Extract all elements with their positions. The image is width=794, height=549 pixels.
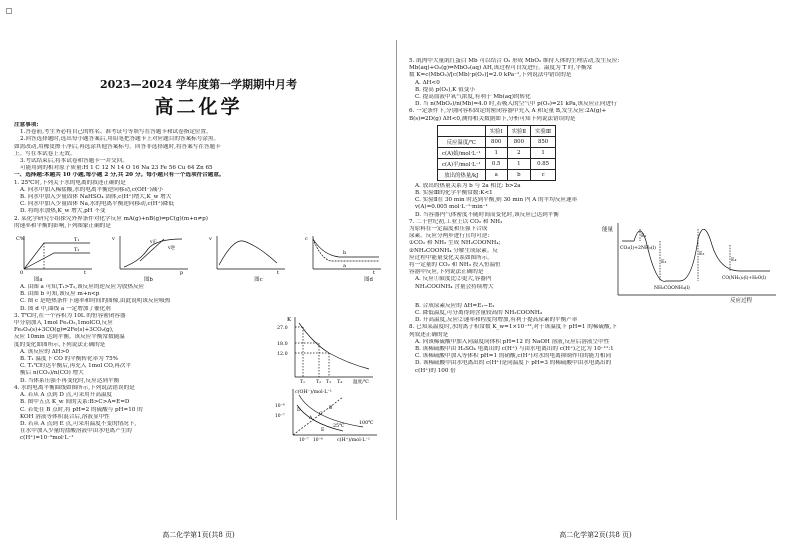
q7-line: 将一定量的 CO₂ 和 NH₃ 投入恒温恒 bbox=[409, 262, 501, 269]
table-header-cell: 实验Ⅱ bbox=[507, 125, 530, 136]
svg-text:v逆: v逆 bbox=[168, 246, 176, 252]
note-line: 如需改动,用橡皮擦干净后,再选涂其他答案标号。回答非选择题时,将答案写在答题卡 bbox=[14, 143, 221, 150]
q7-line: ①CO₂ 和 NH₃ 生成 NH₂COONH₄; bbox=[409, 240, 501, 247]
q6-option-b: B. 实验Ⅲ的化学平衡常数:K<1 bbox=[415, 190, 493, 197]
q3-line: 度的变化如图所示,下列说法正确的是 bbox=[14, 341, 106, 348]
q4-option-d-cont: 在水中加入少量的盐酸溶液中由水电离产生的 bbox=[20, 428, 132, 435]
svg-text:a: a bbox=[342, 263, 346, 270]
q4-tick: 10⁻⁶ bbox=[275, 403, 285, 409]
svg-text:C%: C% bbox=[16, 236, 25, 243]
q2-graph-b bbox=[110, 233, 190, 275]
q3-line: 中分别加入 1mol Fe₂O₃,1molCO,反应 bbox=[14, 320, 113, 327]
table-cell: 850 bbox=[531, 136, 556, 147]
caption-c: 图c bbox=[254, 277, 263, 284]
svg-text:t: t bbox=[276, 270, 279, 276]
q4-point: C bbox=[319, 411, 323, 417]
q3-option-a: A. 该反应的 ΔH>0 bbox=[20, 348, 69, 355]
atomic-masses: 可能用到的相对原子质量:H 1 C 12 N 14 O 16 Na 23 Fe 56 Cu 64 Zn 65 bbox=[20, 165, 213, 172]
q7-line: 尿素。反应分两步进行且均可逆: bbox=[409, 233, 490, 240]
q3-option-c: C. T₁℃时达平衡后,再充入 1mol CO,再次平 bbox=[20, 363, 132, 370]
q4-tick: 10⁻⁷ bbox=[299, 437, 309, 443]
q5-option-c: C. 提高血液中氧气浓度,有利于 Mb(aq)的转化 bbox=[415, 94, 531, 101]
table-cell: 1 bbox=[485, 147, 507, 158]
q7-species-label: CO₂(l)+2NH₃(l) bbox=[620, 245, 656, 251]
q2-option-d: D. 图 d 中,曲线 a 一定增加了催化剂 bbox=[20, 305, 111, 312]
q4-option-a: A. 若从 A 点到 D 点,可采用升高温度 bbox=[20, 392, 113, 399]
q2-graph-c bbox=[207, 233, 287, 275]
q1-option-b: B. 向水中加入少量固体 NaHSO₄ 固体,c(H⁺)增大,K_w 增大 bbox=[20, 194, 172, 201]
q4-option-d: D. 若从 A 点到 E 点,可采用温度不变的情况下, bbox=[20, 420, 137, 427]
q5-stem-cont: Mb(aq)+O₂(g)⇌MbO₂(aq) ΔH,该过程可自发进行。温度为 T 时,平衡常 bbox=[409, 65, 593, 72]
caption-b: 图b bbox=[144, 277, 153, 284]
q4-option-c-cont: KOH 溶液等体积混合后,溶液显中性 bbox=[20, 413, 110, 420]
table-row bbox=[438, 158, 556, 169]
table-row bbox=[438, 147, 556, 158]
q3-option-b: B. T₁ 温度下 CO 的平衡转化率为 75% bbox=[20, 356, 118, 363]
q6-stem-cont: B(s)⇌2D(g) ΔH<0,测得相关数据如下,分析可知下列说法错误的是 bbox=[409, 115, 576, 122]
table-cell: 800 bbox=[507, 136, 530, 147]
q6-data-table bbox=[437, 125, 556, 181]
svg-text:t: t bbox=[372, 270, 375, 276]
svg-text:v: v bbox=[208, 236, 212, 243]
q5-stem: 5. 肌肉中大量肌红蛋白 Mb 可以结合 O₂ 形成 MbO₂ 维持人体的生理活动,发生反应: bbox=[409, 58, 620, 64]
note-line: 上。写在本试卷上无效。 bbox=[14, 150, 76, 157]
svg-text:p: p bbox=[180, 270, 184, 276]
q3-block bbox=[14, 313, 383, 385]
q4-curve-label: 100℃ bbox=[359, 420, 374, 426]
q5-stem-cont: 数 K=c(MbO₂)/[c(Mb)·p(O₂)]=2.0 kPa⁻¹,下列说法中错误的是 bbox=[409, 72, 572, 79]
q7-block bbox=[409, 219, 780, 303]
q7-energy-label: E₄ bbox=[731, 257, 737, 263]
page-footer-1: 高二化学第1页(共8 页) bbox=[162, 531, 235, 539]
q7-species-label: CO(NH₂)₂(l)+H₂O(l) bbox=[722, 275, 767, 281]
q1-option-c: C. 向水中加入少量固体 Na,水的电离平衡逆向移动,c(H⁺)降低 bbox=[20, 201, 174, 208]
q3-ytick: 27.0 bbox=[277, 325, 288, 331]
q6-option-c: C. 实验Ⅱ在 30 min 时达到平衡,则 30 min 内 A 的平均反应速率 bbox=[415, 197, 578, 204]
table-cell: 0.5 bbox=[485, 158, 507, 169]
q7-option-b: B. 合成尿素反应的 ΔH=E₁−E₂ bbox=[415, 302, 495, 309]
q2-stem-cont: 的速率和平衡的影响,下列图象正确的是 bbox=[14, 222, 111, 229]
section-heading: 一、选择题:本题共 10 小题,每小题 2 分,共 20 分。每小题只有一个选项符合题意。 bbox=[14, 172, 225, 179]
q3-option-c-cont: 衡后 n(CO₂)/n(CO) 增大 bbox=[20, 370, 84, 377]
q3-line: 反应 10min 达到平衡。该反应平衡常数随温 bbox=[14, 334, 125, 341]
table-cell: a bbox=[485, 169, 507, 180]
q8-stem: 8. 已知某温度时,水的离子积常数 K_w=1×10⁻¹²,对于该温度下 pH=1 的稀硫酸,下 bbox=[409, 324, 617, 331]
table-header-cell: 实验Ⅰ bbox=[485, 125, 507, 136]
q7-option-d: D. 升高温度,反应②速率和程度均增加,有利于提高尿素的平衡产率 bbox=[415, 317, 578, 324]
q2-stem: 2. 某化学研究小组探究外界条件对化学反应 mA(g)+nB(g)⇌pC(g)(m+n≠p) bbox=[14, 215, 208, 222]
svg-text:T₂: T₂ bbox=[74, 247, 80, 254]
table-header-cell bbox=[438, 125, 486, 136]
q3-ylabel: K bbox=[287, 316, 292, 323]
page-2 bbox=[397, 0, 794, 549]
table-header-row bbox=[438, 125, 556, 136]
q1-option-a: A. 向水中加入稀盐酸,水的电离平衡逆向移动,c(OH⁻)减小 bbox=[20, 186, 163, 193]
table-row bbox=[438, 136, 556, 147]
q2-option-a: A. 由图 a 可知,T₁>T₂,该反应的逆反应为放热反应 bbox=[20, 284, 145, 291]
q4-curve-label: 25℃ bbox=[333, 423, 345, 429]
q7-option-a: A. 反应①限度比②更大,容器内 bbox=[415, 276, 492, 283]
table-cell: 0.85 bbox=[531, 158, 556, 169]
q3-k-temperature-graph bbox=[273, 313, 383, 385]
q4-point: B bbox=[329, 405, 333, 411]
q3-xlabel: 温度/℃ bbox=[353, 379, 369, 385]
q5-option-a: A. ΔH<0 bbox=[415, 79, 440, 86]
q8-option-a: A. 向该稀硫酸中加入同温度同体积 pH=12 的 NaOH 溶液,反应后溶液呈中性 bbox=[415, 338, 610, 345]
q4-xlabel: c(H⁺)/mol·L⁻¹ bbox=[337, 437, 370, 443]
q4-block bbox=[14, 385, 383, 443]
q3-xtick: T₃ bbox=[326, 379, 331, 385]
q6-stem: 6. 一定条件下,分别向容积固定的密闭容器中充入 A 和足量 B,发生反应:2A(g)+ bbox=[409, 108, 607, 115]
page-footer-2: 高二化学第2页(共8 页) bbox=[559, 531, 632, 539]
q4-option-c: C. 若处在 B 点时,将 pH=2 的硫酸与 pH=10 的 bbox=[20, 406, 143, 413]
q7-energy-label: E₁ bbox=[641, 233, 647, 239]
q4-point: A bbox=[309, 415, 313, 421]
svg-text:b: b bbox=[342, 250, 347, 257]
table-cell: c(A)平/mol·L⁻¹ bbox=[438, 158, 486, 169]
q2-figures bbox=[14, 233, 383, 275]
q7-xlabel: 反应过程 bbox=[730, 297, 753, 303]
note-line: 1.答卷前,考生务必将自己的姓名、准考证号等填写在答题卡和试卷指定位置。 bbox=[20, 129, 212, 136]
q3-line: 3. T℃时,在一个容积为 10L 的恒容密闭容器 bbox=[14, 312, 126, 319]
q2-option-b: B. 由图 b 可知,该反应 m+n<p bbox=[20, 291, 100, 298]
q4-option-b: B. 图中五点 K_w 间的关系:B>C>A=E=D bbox=[20, 399, 130, 406]
q8-option-b: B. 该稀硫酸中由 H₂SO₄ 电离出的 c(H⁺) 与由水电离出的 c(H⁺)之比为 10⁻¹¹:1 bbox=[415, 346, 614, 353]
q4-stem: 4. 水的电离平衡曲线如图所示,下列说法错误的是 bbox=[14, 384, 135, 391]
q1-option-d: D. 将纯水加热,K_w 增大,pH 不变 bbox=[20, 208, 106, 215]
q7-species-label: NH₂COONH₄(l) bbox=[654, 285, 690, 291]
q5-option-b: B. 提高 p(O₂),K 值变小 bbox=[415, 86, 475, 93]
table-cell: c(A)始/mol·L⁻¹ bbox=[438, 147, 486, 158]
q2-graph-d bbox=[303, 233, 383, 275]
table-cell: 2 bbox=[507, 147, 530, 158]
q2-captions bbox=[14, 277, 383, 284]
q4-point: E bbox=[321, 427, 325, 433]
q7-line: 7. 二十世纪初,工业上以 CO₂ 和 NH₃ bbox=[409, 218, 503, 225]
exam-title: 2023—2024 学年度第一学期期中月考 bbox=[99, 78, 298, 91]
q7-energy-diagram bbox=[600, 219, 780, 303]
svg-text:T₁: T₁ bbox=[74, 237, 80, 244]
q7-energy-label: E₃ bbox=[699, 251, 705, 257]
svg-text:c: c bbox=[304, 236, 308, 243]
svg-text:v正: v正 bbox=[150, 240, 158, 246]
notes-heading: 注意事项: bbox=[14, 122, 39, 128]
q3-option-d: D. 当体系压强不再变化时,反应达到平衡 bbox=[20, 377, 120, 384]
table-header-cell: 实验Ⅲ bbox=[531, 125, 556, 136]
table-cell: b bbox=[507, 169, 530, 180]
svg-text:t: t bbox=[84, 270, 87, 276]
table-cell: 放出的热量/kJ bbox=[438, 169, 486, 180]
table-cell: 反应温度/℃ bbox=[438, 136, 486, 147]
q6-option-c-cont: v(A)=0.005 mol·L⁻¹·min⁻¹ bbox=[415, 204, 488, 211]
q8-stem-cont: 列叙述正确的是 bbox=[409, 331, 449, 338]
q7-line: 应过程中能量变化关系如图所示。 bbox=[409, 254, 493, 261]
q6-option-a: A. 放出的热量关系为 b 与 2a 相比: b>2a bbox=[415, 182, 521, 189]
svg-text:0: 0 bbox=[20, 270, 24, 276]
q2-graph-a bbox=[14, 233, 94, 275]
q3-line: Fe₂O₃(s)+3CO(g)⇌2Fe(s)+3CO₂(g), bbox=[14, 327, 114, 334]
q7-energy-label: E₂ bbox=[661, 259, 667, 265]
q4-tick: 10⁻⁶ bbox=[313, 437, 323, 443]
q3-ytick: 18.0 bbox=[277, 341, 288, 347]
q4-point: D bbox=[297, 407, 301, 413]
q1-stem: 1. 25℃时,下列关于水的电离的叙述正确的是 bbox=[14, 179, 126, 186]
caption-d: 图d bbox=[364, 277, 373, 284]
svg-text:v: v bbox=[112, 236, 116, 243]
q7-option-c: C. 降低温度,可分离得到含量较高的 NH₂COONH₄ bbox=[415, 310, 542, 317]
q7-line: ②NH₂COONH₄ 分解生成尿素。反 bbox=[409, 247, 499, 254]
exam-subject: 高二化学 bbox=[154, 96, 243, 118]
q3-xtick: T₂ bbox=[316, 379, 321, 385]
q3-ytick: 12.0 bbox=[277, 351, 288, 357]
q8-option-d: D. 该稀硫酸中由水电离出的 c(H⁺)是同温度下 pH=3 的稀硫酸中由水电离出的 bbox=[415, 360, 612, 367]
q2-option-c: C. 图 c 是绝热条件下速率和时间的图像,由此说明该反应吸热 bbox=[20, 298, 171, 305]
table-row bbox=[438, 169, 556, 180]
caption-a: 图a bbox=[34, 277, 43, 284]
q5-option-d: D. 当 n(MbO₂)/n(Mb)=4.0 时,若吸入的空气中 p(O₂)=21 kPa,该反应正向进行 bbox=[415, 101, 617, 108]
q3-xtick: T₄ bbox=[337, 379, 342, 385]
table-cell: 1 bbox=[507, 158, 530, 169]
table-cell: c bbox=[531, 169, 556, 180]
q3-xtick: T₁ bbox=[300, 379, 305, 385]
table-cell: 800 bbox=[485, 136, 507, 147]
q8-option-c: C. 该稀硫酸中加入等体积 pH=1 的硝酸,c(H⁺)对水的电离抑制作用的能力相同 bbox=[415, 353, 612, 360]
q8-option-d-cont: c(H⁺)的 100 倍 bbox=[415, 367, 456, 374]
q6-option-d: D. 当容器内气体密度不随时间而变化时,该反应已达到平衡 bbox=[415, 211, 559, 218]
q7-option-a-cont: NH₂COONH₄ 含量会持续增大 bbox=[415, 283, 494, 290]
q7-line: 为原料在一定温度和压强下合成 bbox=[409, 226, 488, 233]
q4-water-ionization-graph bbox=[273, 385, 383, 443]
q7-ylabel: 能量 bbox=[602, 226, 614, 233]
q4-ylabel: c(OH⁻)/mol·L⁻¹ bbox=[295, 389, 332, 395]
q7-line: 容器中反应,下列说法正确的是 bbox=[409, 269, 484, 276]
q4-tick: 10⁻⁷ bbox=[275, 413, 285, 419]
note-line: 2.回答选择题时,选出每小题答案后,用铅笔把答题卡上对应题目的答案标号涂黑。 bbox=[20, 136, 220, 143]
table-cell: 1 bbox=[531, 147, 556, 158]
q4-option-d-cont: c(H⁺)=10⁻⁹mol·L⁻¹ bbox=[20, 435, 74, 442]
note-line: 3.考试结束后,将本试卷和答题卡一并交回。 bbox=[20, 158, 128, 165]
